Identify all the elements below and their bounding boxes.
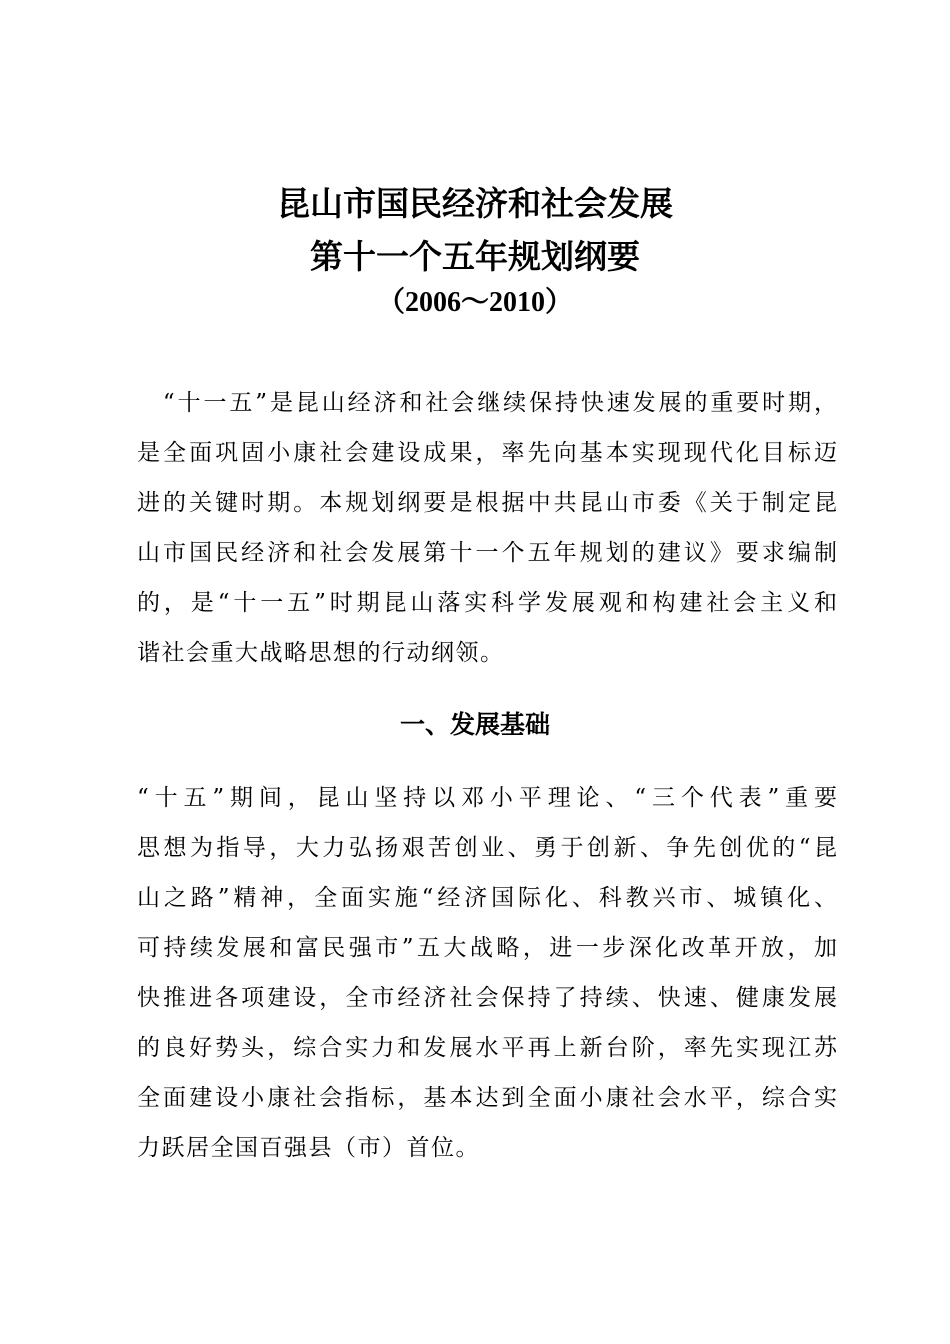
section-line: 思想为指导，大力弘扬艰苦创业、勇于创新、争先创优的“昆 — [137, 835, 837, 861]
intro-line: 山市国民经济和社会发展第十一个五年规划的建议》要求编制 — [137, 540, 837, 566]
intro-line: 谐社会重大战略思想的行动纲领。 — [137, 640, 505, 666]
section-line: 山之路”精神，全面实施“经济国际化、科教兴市、城镇化、 — [137, 885, 837, 911]
section-line: 快推进各项建设，全市经济社会保持了持续、快速、健康发展 — [137, 985, 837, 1011]
section-line: “十五”期间，昆山坚持以邓小平理论、“三个代表”重要 — [137, 785, 837, 811]
section-paragraph — [137, 773, 837, 1173]
document-title-years: （2006～2010） — [376, 287, 573, 318]
section-line: 的良好势头，综合实力和发展水平再上新台阶，率先实现江苏 — [137, 1035, 837, 1061]
document-title-line-1: 昆山市国民经济和社会发展 — [277, 184, 673, 223]
section-heading: 一、发展基础 — [399, 710, 550, 739]
intro-paragraph — [137, 378, 837, 678]
section-line: 全面建设小康社会指标，基本达到全面小康社会水平，综合实 — [137, 1085, 837, 1111]
intro-line: 的，是“十一五”时期昆山落实科学发展观和构建社会主义和 — [137, 590, 837, 616]
section-line: 力跃居全国百强县（市）首位。 — [137, 1135, 480, 1161]
section-line: 可持续发展和富民强市”五大战略，进一步深化改革开放，加 — [137, 935, 837, 961]
intro-line: “十一五”是昆山经济和社会继续保持快速发展的重要时期， — [137, 390, 837, 416]
intro-line: 是全面巩固小康社会建设成果，率先向基本实现现代化目标迈 — [137, 440, 837, 466]
document-title-line-2: 第十一个五年规划纲要 — [310, 237, 640, 276]
intro-line: 进的关键时期。本规划纲要是根据中共昆山市委《关于制定昆 — [137, 490, 837, 516]
